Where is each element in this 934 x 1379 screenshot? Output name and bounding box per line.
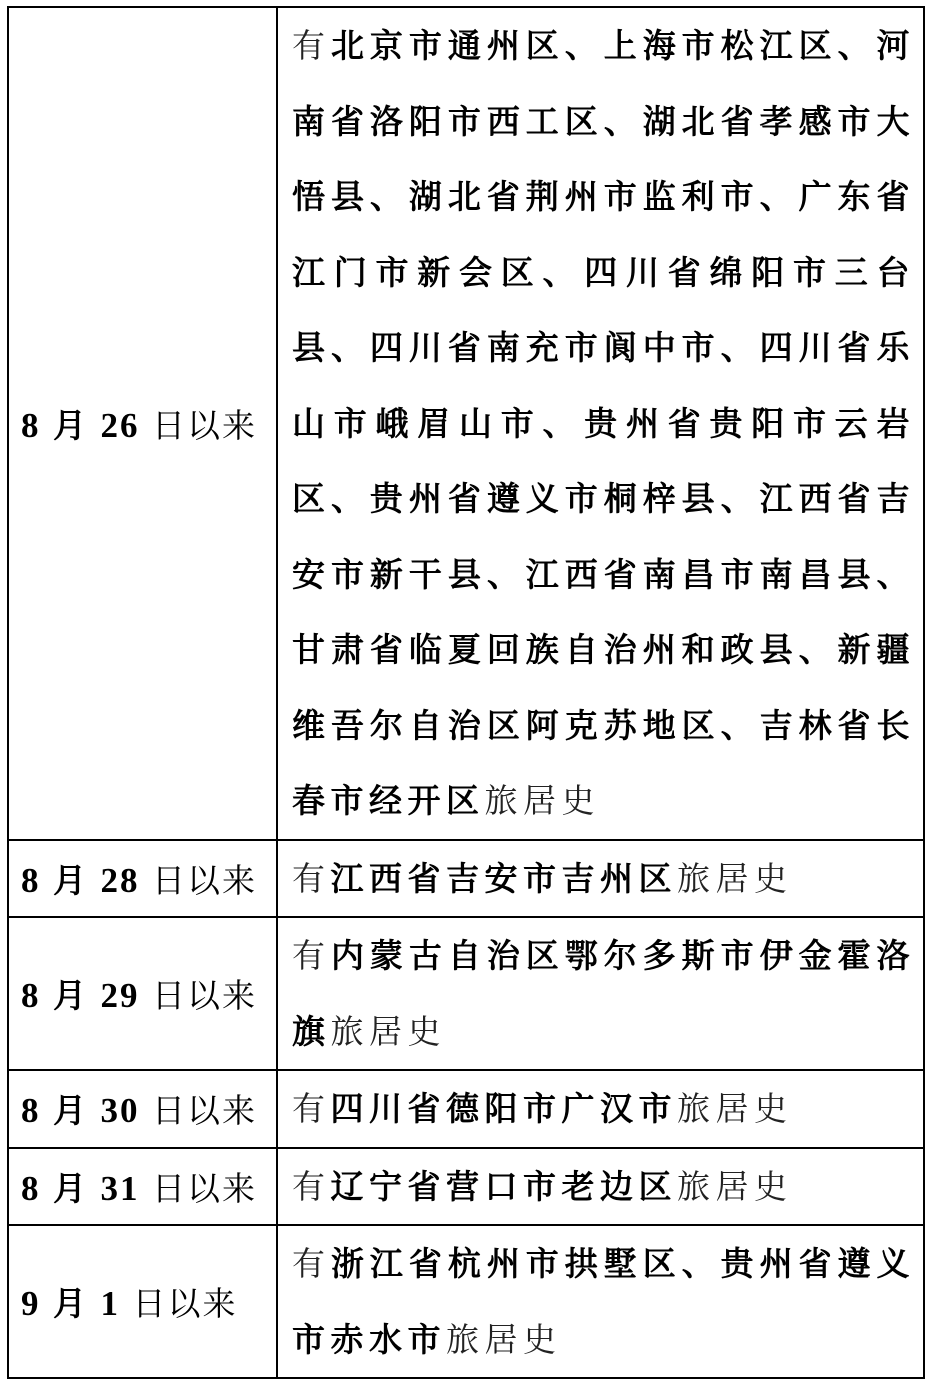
content-suffix: 旅居史 — [677, 858, 793, 898]
date-cell — [8, 1148, 277, 1226]
content-prefix: 有 — [292, 936, 331, 975]
travel-content-cell — [277, 917, 924, 1070]
table-row — [8, 1148, 924, 1226]
date-month: 8 — [21, 1091, 41, 1131]
date-month-word: 月 — [53, 1284, 88, 1323]
date-cell — [8, 917, 277, 1070]
date-month-word: 月 — [53, 976, 88, 1015]
date-day: 28 — [100, 860, 140, 900]
content-suffix: 旅居史 — [330, 1011, 446, 1051]
table-row — [8, 7, 924, 840]
date-suffix: 日以来 — [152, 1091, 257, 1131]
travel-content-cell — [277, 840, 924, 918]
content-prefix: 有 — [292, 1089, 331, 1128]
date-day: 1 — [100, 1284, 120, 1323]
place-list: 四川省德阳市广汉市 — [330, 1089, 677, 1128]
place-list: 内蒙古自治区鄂尔多斯市伊金霍洛旗 — [292, 936, 916, 1051]
place-list: 浙江省杭州市拱墅区、贵州省遵义市赤水市 — [292, 1244, 916, 1359]
table-row — [8, 840, 924, 918]
date-suffix: 日以来 — [152, 405, 257, 445]
date-month: 8 — [21, 860, 41, 900]
content-prefix: 有 — [292, 26, 331, 65]
content-prefix: 有 — [292, 858, 331, 898]
place-list: 辽宁省营口市老边区 — [330, 1166, 677, 1206]
date-cell — [8, 1225, 277, 1378]
date-suffix: 日以来 — [152, 860, 257, 900]
date-cell — [8, 7, 277, 840]
date-day: 31 — [100, 1168, 140, 1208]
date-day: 30 — [100, 1091, 140, 1131]
date-month-word: 月 — [53, 860, 88, 900]
date-month: 8 — [21, 1168, 41, 1208]
date-cell — [8, 840, 277, 918]
date-month-word: 月 — [53, 1168, 88, 1208]
date-month: 8 — [21, 405, 41, 445]
date-cell — [8, 1070, 277, 1148]
place-list: 北京市通州区、上海市松江区、河南省洛阳市西工区、湖北省孝感市大悟县、湖北省荆州市监利市、广东省江门市新会区、四川省绵阳市三台县、四川省南充市阆中市、四川省乐山市峨眉山市、贵州省贵阳市云岩区、贵州省遵义市桐梓县、江西省吉安市新干县、江西省南昌市南昌县、甘肃省临夏回族自治州和政县、新疆维吾尔自治区阿克苏地区、吉林省长春市经开区 — [292, 26, 916, 820]
date-month-word: 月 — [53, 405, 88, 445]
travel-content-cell — [277, 1148, 924, 1226]
place-list: 江西省吉安市吉州区 — [330, 858, 677, 898]
travel-history-table — [7, 6, 925, 1379]
table-row — [8, 917, 924, 1070]
date-month: 9 — [21, 1284, 41, 1323]
content-suffix: 旅居史 — [677, 1166, 793, 1206]
date-suffix: 日以来 — [132, 1284, 238, 1323]
travel-content-cell — [277, 1225, 924, 1378]
content-suffix: 旅居史 — [446, 1319, 562, 1359]
travel-content-cell — [277, 7, 924, 840]
date-suffix: 日以来 — [152, 976, 257, 1015]
content-suffix: 旅居史 — [484, 781, 600, 820]
content-suffix: 旅居史 — [677, 1089, 793, 1128]
date-month-word: 月 — [53, 1091, 88, 1131]
travel-content-cell — [277, 1070, 924, 1148]
date-suffix: 日以来 — [152, 1168, 257, 1208]
date-day: 26 — [100, 405, 140, 445]
date-day: 29 — [100, 976, 140, 1015]
table-row — [8, 1070, 924, 1148]
table-row — [8, 1225, 924, 1378]
content-prefix: 有 — [292, 1244, 331, 1283]
date-month: 8 — [21, 976, 41, 1015]
content-prefix: 有 — [292, 1166, 331, 1206]
